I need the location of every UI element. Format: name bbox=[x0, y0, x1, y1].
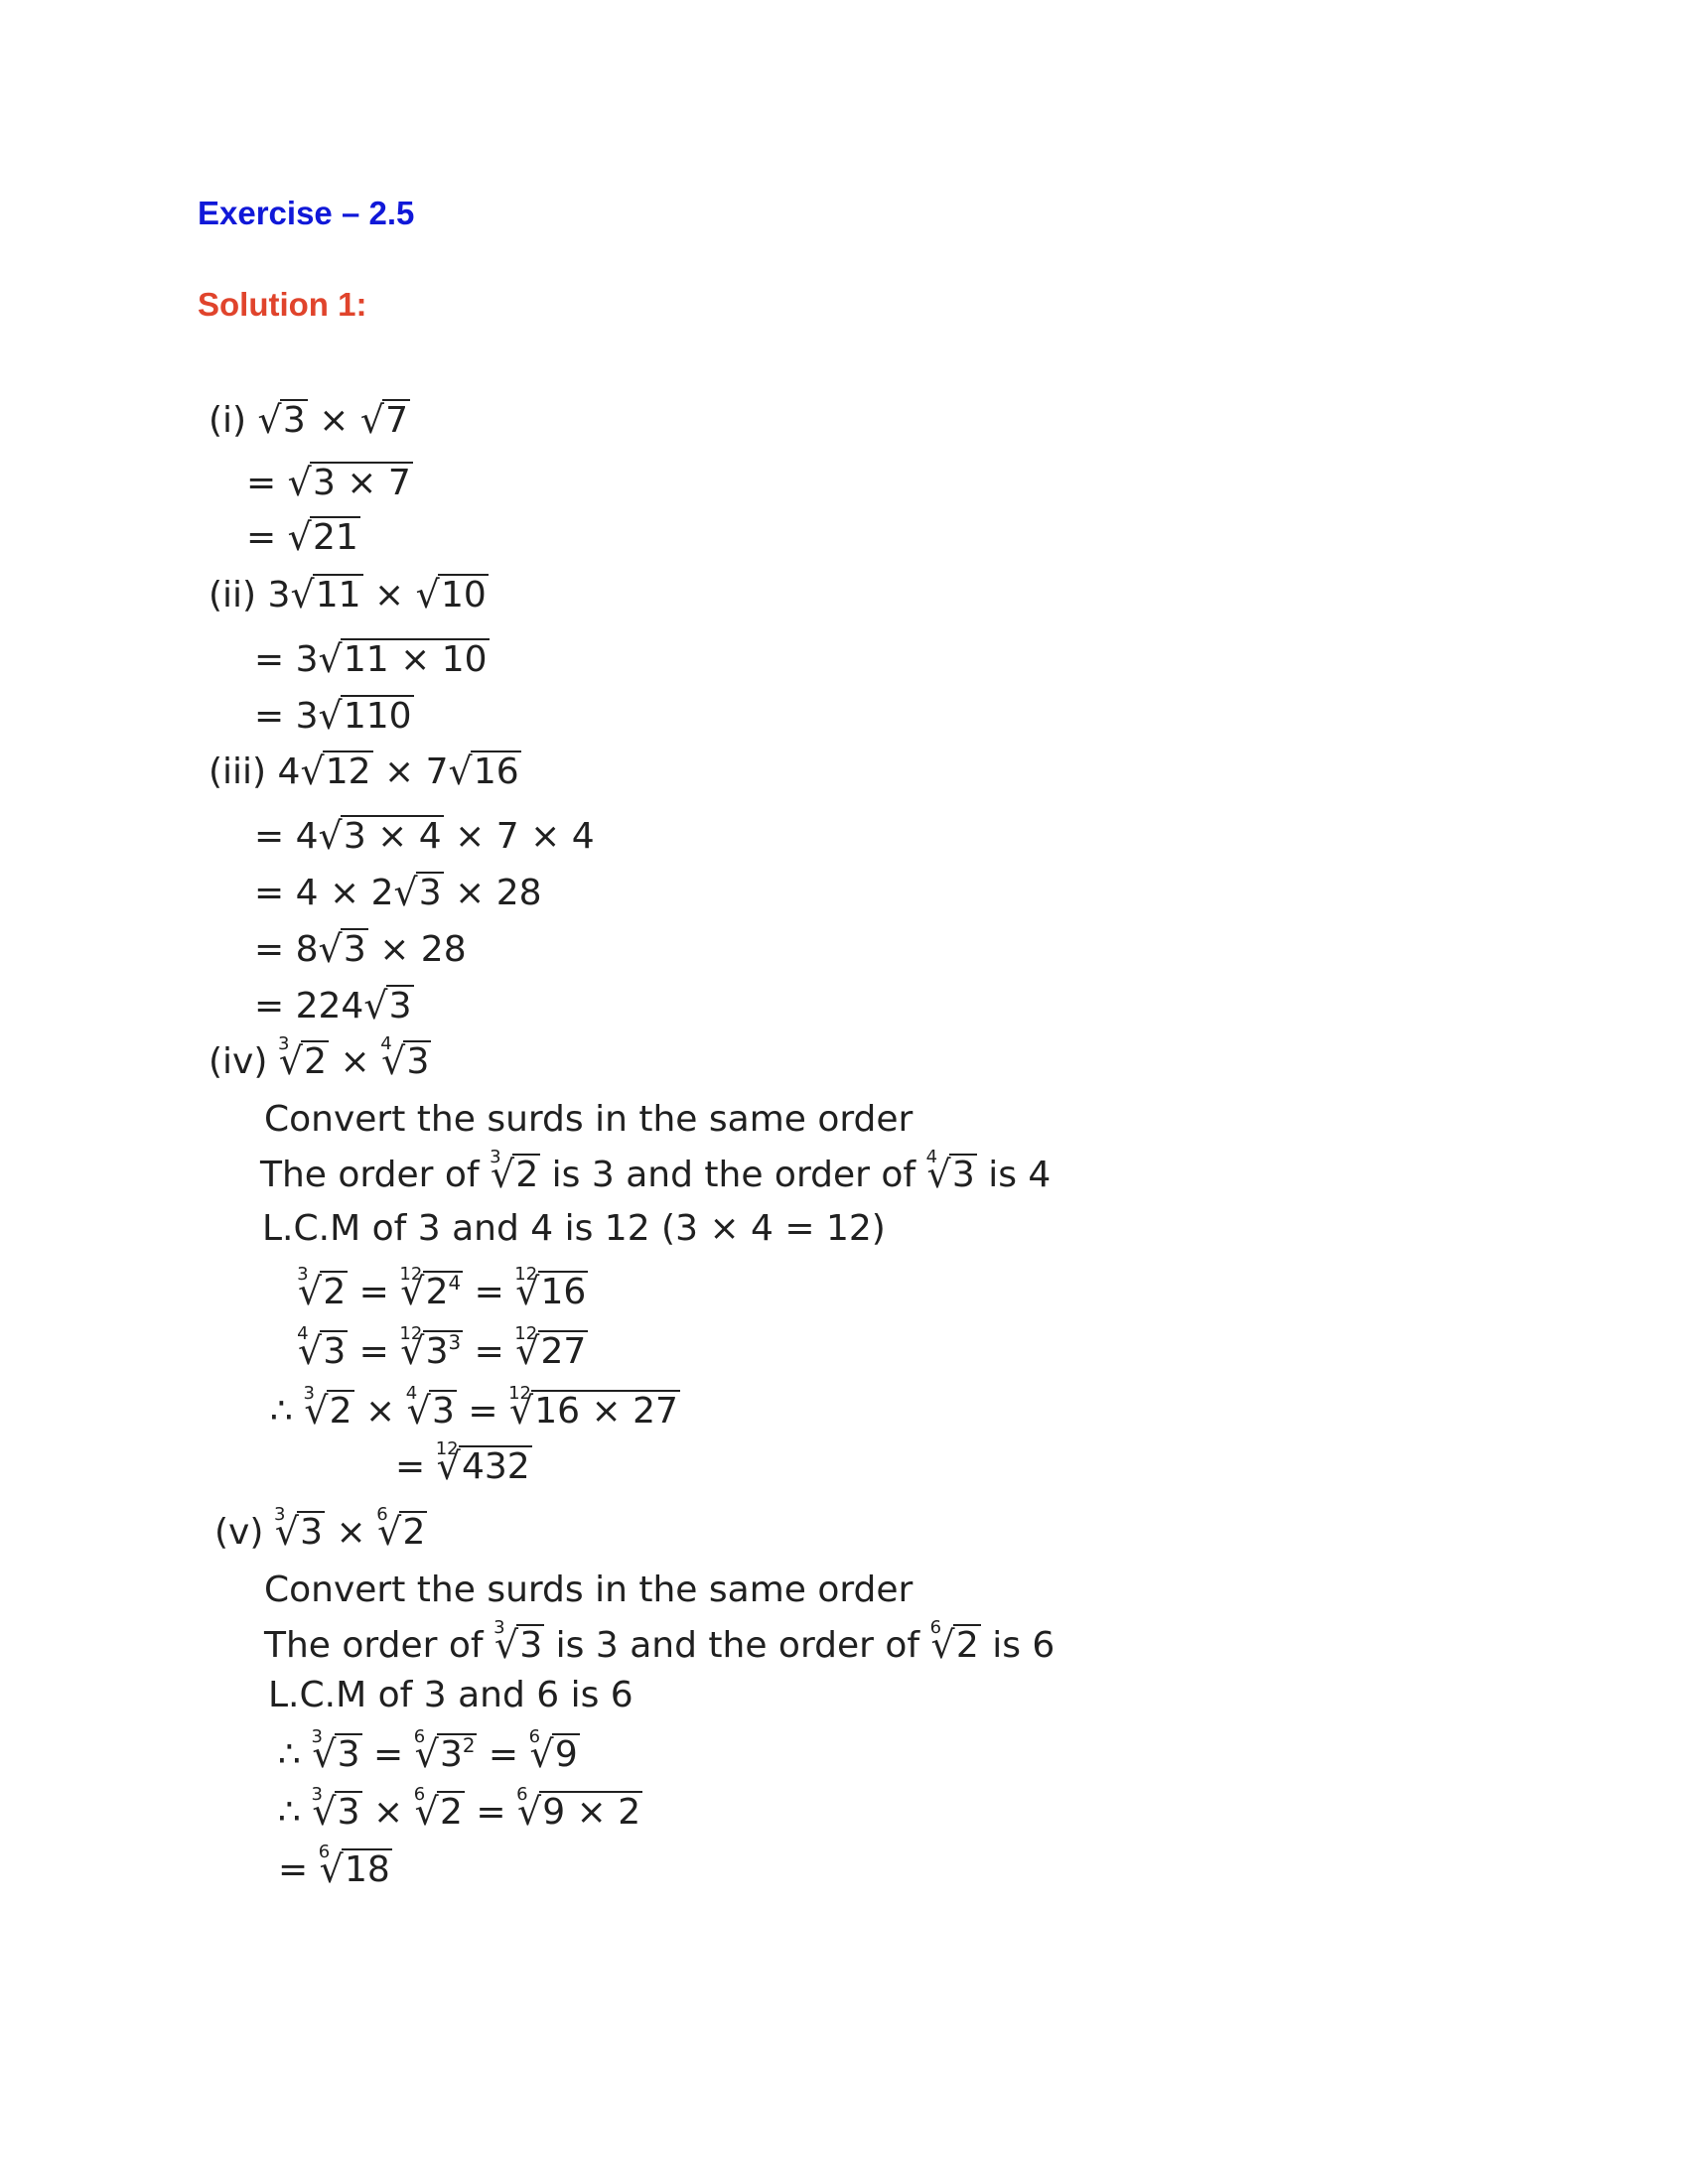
part-iv-instruction: Convert the surds in the same order bbox=[264, 1099, 914, 1140]
part-iv-product: ∴ √ 3 2 × √ 4 3 = √ 12 16 × 27 bbox=[270, 1390, 680, 1433]
part-v-question: (v) √ 3 3 × √ 6 2 bbox=[214, 1511, 427, 1555]
fourth-root: √ 4 3 bbox=[927, 1154, 977, 1197]
fourth-root: √ 4 3 bbox=[298, 1330, 348, 1374]
part-iii-question: (iii) 4√ 12 × 7√ 16 bbox=[209, 751, 521, 794]
twelfth-root: √ 12 $2^4$ bbox=[400, 1271, 463, 1314]
cube-root: √ 3 3 bbox=[494, 1624, 544, 1668]
square-root: √ 11 × 10 bbox=[319, 638, 490, 682]
part-v-product: ∴ √ 3 3 × √ 6 2 = √ 6 9 × 2 bbox=[278, 1791, 642, 1835]
sixth-root: √ 6 2 bbox=[415, 1791, 465, 1835]
part-ii-step-2: = 3√ 110 bbox=[254, 695, 414, 739]
cube-root: √ 3 2 bbox=[279, 1040, 329, 1084]
part-ii-question: (ii) 3√ 11 × √ 10 bbox=[209, 574, 489, 617]
sixth-root: √ 6 2 bbox=[377, 1511, 427, 1555]
fourth-root: √ 4 3 bbox=[381, 1040, 431, 1084]
part-i-step-1: = √ 3 × 7 bbox=[246, 462, 413, 505]
part-iv-question: (iv) √ 3 2 × √ 4 3 bbox=[209, 1040, 431, 1084]
cube-root: √ 3 3 bbox=[312, 1791, 361, 1835]
part-iv-lcm: L.C.M of 3 and 4 is 12 (3 × 4 = 12) bbox=[262, 1208, 886, 1249]
cube-root: √ 3 3 bbox=[275, 1511, 325, 1555]
part-iii-step-2: = 4 × 2√ 3 × 28 bbox=[254, 872, 542, 915]
twelfth-root: √ 12 $3^3$ bbox=[400, 1330, 463, 1374]
part-iv-order-statement: The order of √ 3 2 is 3 and the order of √ 4 3 is 4 bbox=[260, 1154, 1051, 1197]
square-root: √ 3 bbox=[319, 928, 368, 972]
cube-root: √ 3 2 bbox=[298, 1271, 348, 1314]
part-iv-convert-2: √ 4 3 = √ 12 $3^3$ = √ 12 27 bbox=[298, 1330, 588, 1374]
part-iii-step-1: = 4√ 3 × 4 × 7 × 4 bbox=[254, 815, 595, 859]
twelfth-root: √ 12 432 bbox=[437, 1445, 532, 1489]
twelfth-root: √ 12 16 bbox=[515, 1271, 588, 1314]
square-root: √ 3 bbox=[393, 872, 443, 915]
square-root: √ 11 bbox=[290, 574, 362, 617]
square-root: √ 7 bbox=[360, 399, 410, 443]
part-v-result: = √ 6 18 bbox=[278, 1848, 392, 1892]
square-root: √ 3 bbox=[258, 399, 308, 443]
sixth-root: √ 6 2 bbox=[931, 1624, 981, 1668]
part-i-step-2: = √ 21 bbox=[246, 516, 360, 560]
solution-heading: Solution 1: bbox=[198, 286, 367, 323]
sixth-root: √ 6 18 bbox=[320, 1848, 392, 1892]
part-iii-step-4: = 224√ 3 bbox=[254, 985, 414, 1028]
square-root: √ 16 bbox=[449, 751, 521, 794]
square-root: √ 10 bbox=[416, 574, 489, 617]
twelfth-root: √ 12 16 × 27 bbox=[509, 1390, 680, 1433]
sixth-root: √ 6 $3^2$ bbox=[415, 1733, 478, 1777]
cube-root: √ 3 2 bbox=[304, 1390, 353, 1433]
square-root: √ 3 × 4 bbox=[319, 815, 444, 859]
square-root: √ 3 bbox=[363, 985, 413, 1028]
part-v-order-statement: The order of √ 3 3 is 3 and the order of √ 6 2 is 6 bbox=[264, 1624, 1055, 1668]
fourth-root: √ 4 3 bbox=[407, 1390, 457, 1433]
square-root: √ 12 bbox=[300, 751, 372, 794]
twelfth-root: √ 12 27 bbox=[515, 1330, 588, 1374]
part-iv-convert-1: √ 3 2 = √ 12 $2^4$ = √ 12 16 bbox=[298, 1271, 588, 1314]
exercise-title: Exercise – 2.5 bbox=[198, 195, 415, 231]
part-iii-step-3: = 8√ 3 × 28 bbox=[254, 928, 467, 972]
part-iv-result: = √ 12 432 bbox=[395, 1445, 532, 1489]
part-v-lcm: L.C.M of 3 and 6 is 6 bbox=[268, 1675, 633, 1715]
sixth-root: √ 6 9 × 2 bbox=[517, 1791, 642, 1835]
square-root: √ 3 × 7 bbox=[288, 462, 413, 505]
part-v-instruction: Convert the surds in the same order bbox=[264, 1570, 914, 1610]
part-v-convert: ∴ √ 3 3 = √ 6 $3^2$ = √ 6 9 bbox=[278, 1733, 580, 1777]
part-ii-step-1: = 3√ 11 × 10 bbox=[254, 638, 490, 682]
cube-root: √ 3 2 bbox=[491, 1154, 540, 1197]
part-i-question: (i) √ 3 × √ 7 bbox=[209, 399, 410, 443]
sixth-root: √ 6 9 bbox=[530, 1733, 580, 1777]
cube-root: √ 3 3 bbox=[312, 1733, 361, 1777]
square-root: √ 21 bbox=[288, 516, 360, 560]
square-root: √ 110 bbox=[319, 695, 414, 739]
